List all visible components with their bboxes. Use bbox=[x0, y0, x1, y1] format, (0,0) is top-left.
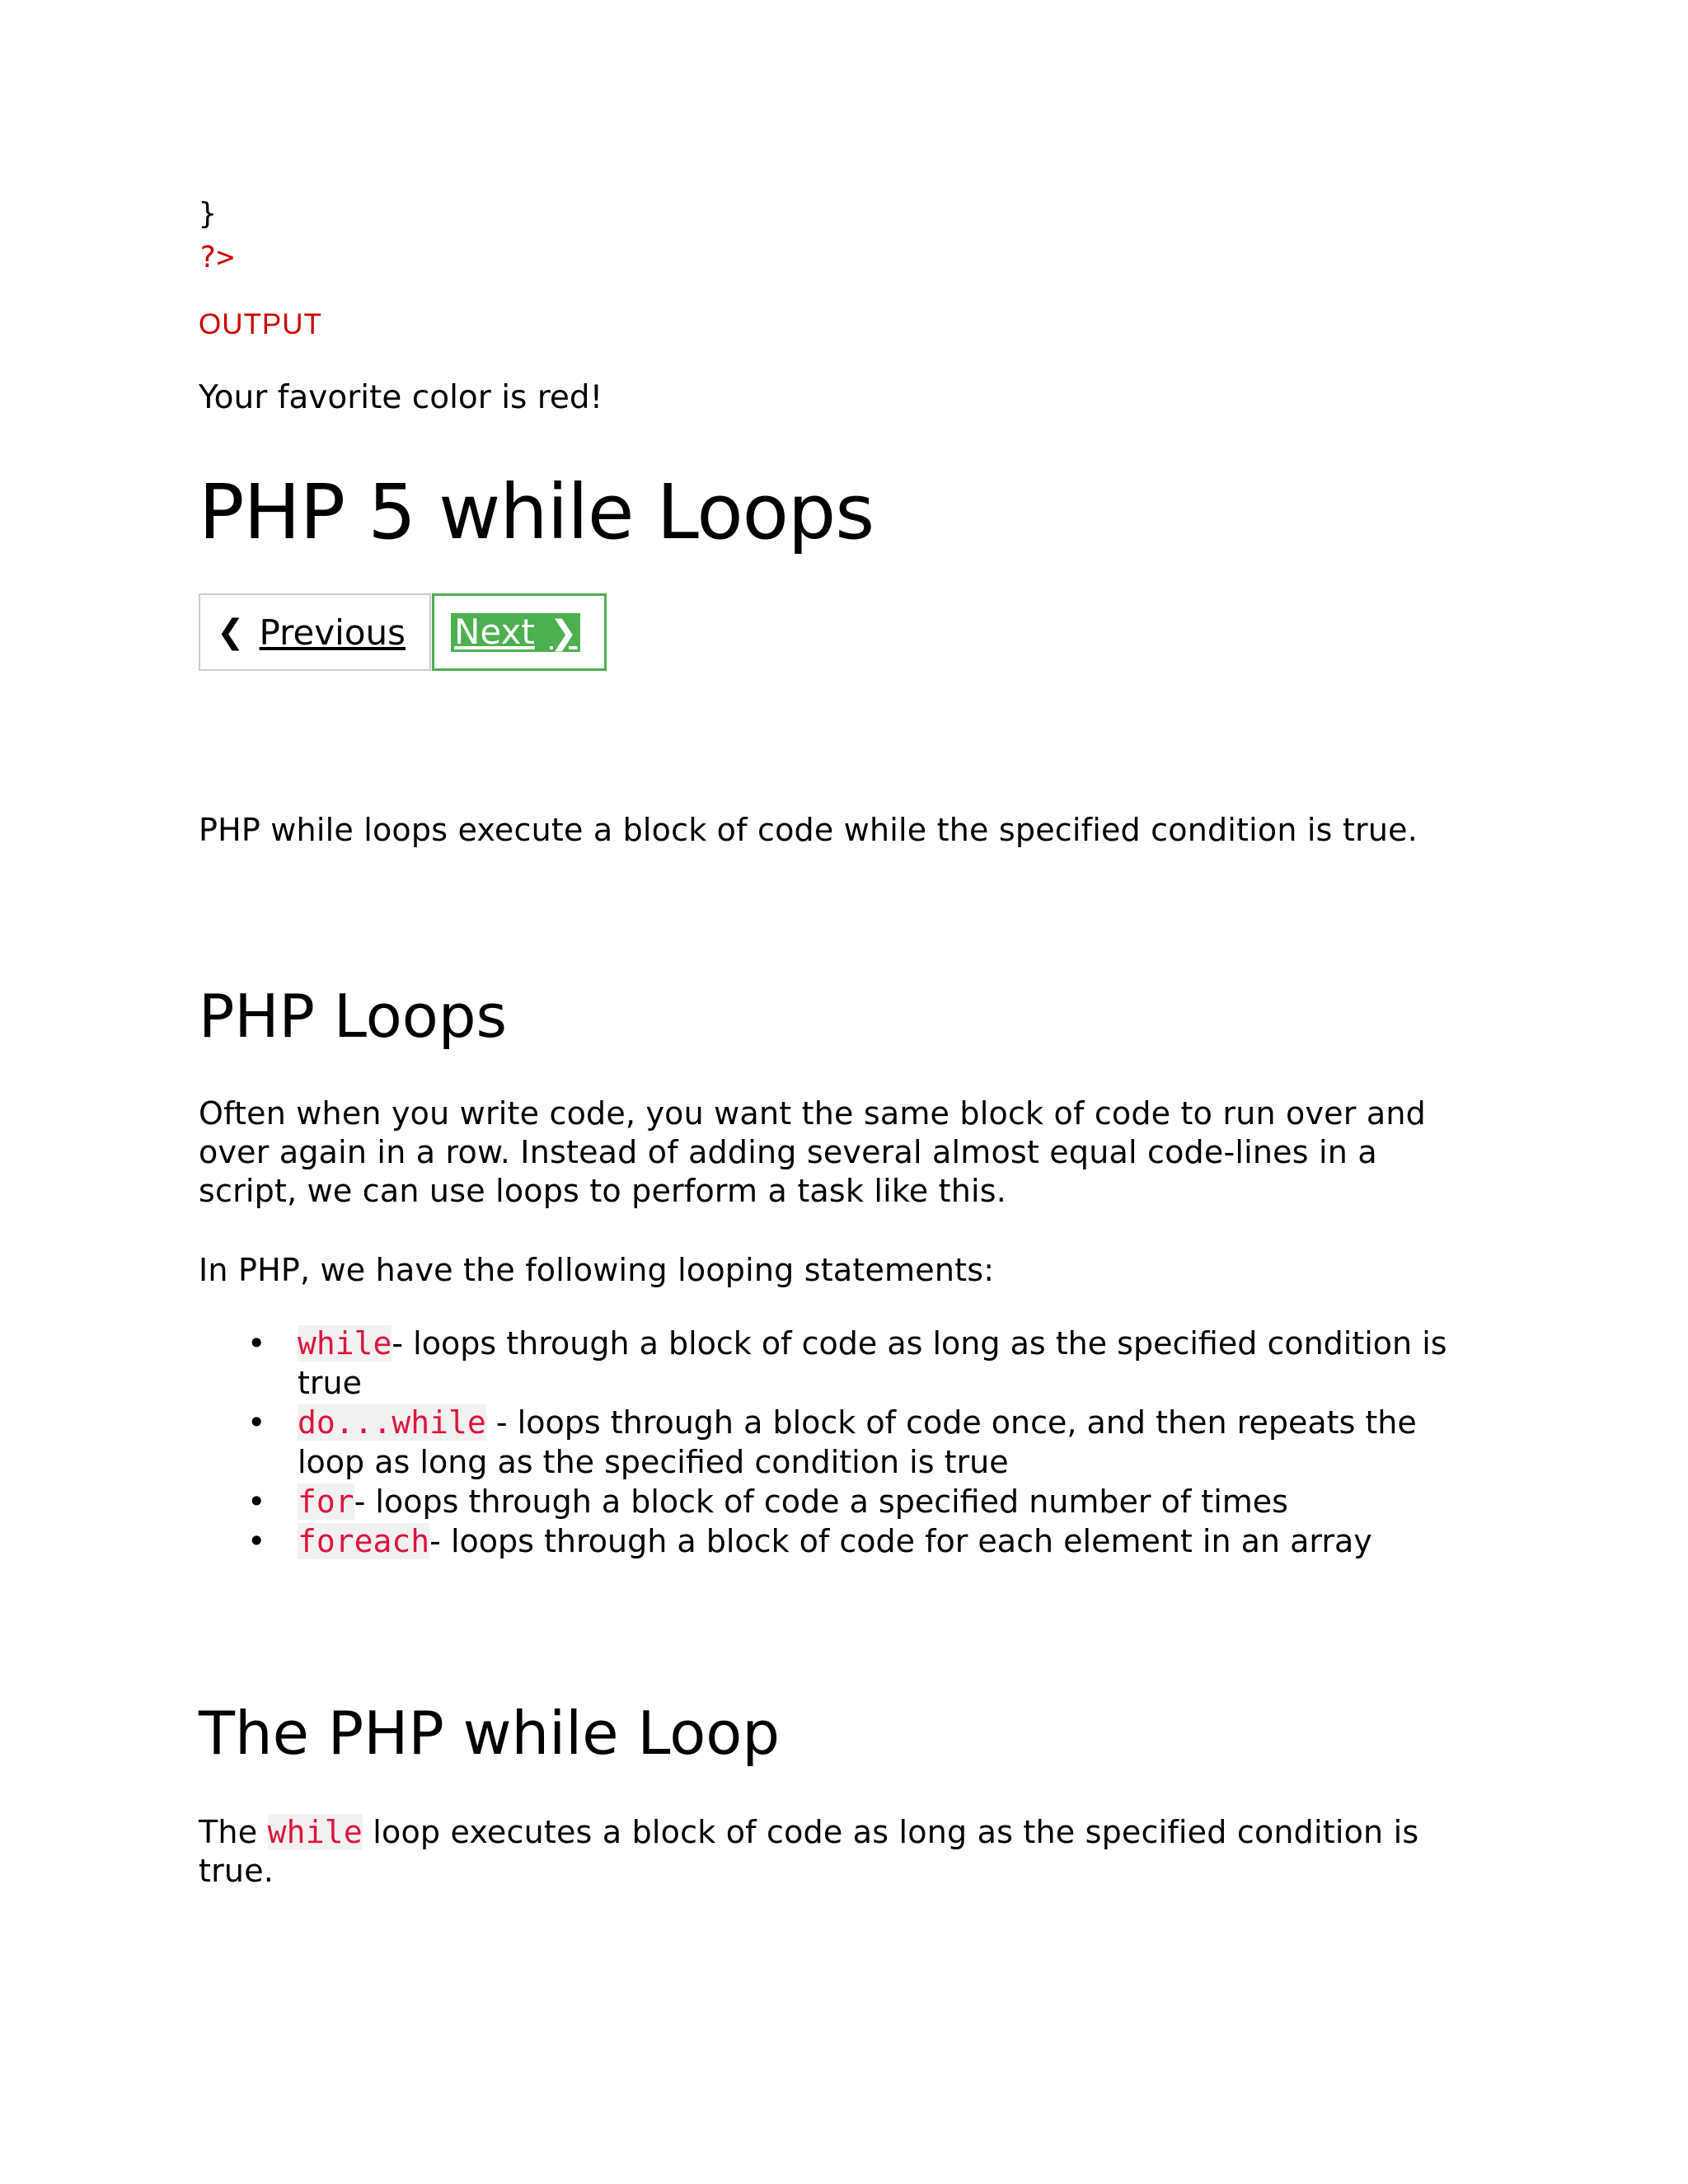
list-item-text: - loops through a block of code for each element in an array bbox=[429, 1523, 1372, 1559]
page-title: PHP 5 while Loops bbox=[199, 468, 874, 556]
looping-statements-intro: In PHP, we have the following looping statements: bbox=[199, 1252, 995, 1288]
list-item-text: - loops through a block of code as long as the specified condition is bbox=[392, 1325, 1447, 1361]
code-closing-brace: } bbox=[199, 197, 217, 231]
php-loops-heading: PHP Loops bbox=[199, 982, 508, 1051]
keyword-while: while bbox=[298, 1325, 392, 1361]
previous-button[interactable] bbox=[199, 593, 431, 671]
list-item-text: loop as long as the specified condition is true bbox=[298, 1444, 1009, 1480]
paragraph-line: over again in a row. Instead of adding several almost equal code-lines in a bbox=[199, 1134, 1377, 1170]
list-item bbox=[199, 1482, 1484, 1521]
list-item bbox=[199, 1403, 1484, 1482]
list-item bbox=[199, 1521, 1484, 1561]
chevron-left-icon: ❮ bbox=[217, 613, 245, 651]
list-item-text: - loops through a block of code a specified number of times bbox=[354, 1483, 1288, 1520]
paragraph-line: Often when you write code, you want the same block of code to run over and bbox=[199, 1095, 1426, 1132]
next-button[interactable] bbox=[432, 593, 607, 671]
previous-label: Previous bbox=[259, 612, 406, 653]
paragraph-line: true. bbox=[199, 1853, 274, 1889]
php-loops-paragraph bbox=[199, 1094, 1426, 1211]
output-text: Your favorite color is red! bbox=[199, 379, 603, 416]
intro-paragraph: PHP while loops execute a block of code while the specified condition is true. bbox=[199, 812, 1418, 848]
while-loop-heading: The PHP while Loop bbox=[199, 1699, 781, 1768]
code-php-end-tag: ?> bbox=[199, 241, 235, 274]
keyword-foreach: foreach bbox=[298, 1523, 430, 1559]
while-loop-paragraph bbox=[199, 1813, 1418, 1891]
keyword-while-inline: while bbox=[267, 1814, 363, 1850]
list-item bbox=[199, 1324, 1484, 1403]
chevron-right-icon: ❯ bbox=[549, 613, 578, 652]
output-label: OUTPUT bbox=[199, 308, 322, 340]
looping-statements-list bbox=[199, 1324, 1484, 1561]
paragraph-text: The bbox=[199, 1814, 268, 1850]
next-label-wrap bbox=[451, 613, 580, 652]
list-item-text: - loops through a block of code once, and then repeats the bbox=[485, 1404, 1417, 1441]
keyword-do-while: do...while bbox=[298, 1404, 486, 1441]
next-label: Next bbox=[454, 611, 535, 652]
paragraph-line: script, we can use loops to perform a task like this. bbox=[199, 1173, 1007, 1209]
keyword-for: for bbox=[298, 1483, 354, 1520]
paragraph-text: loop executes a block of code as long as the specified condition is bbox=[362, 1814, 1419, 1850]
list-item-text: true bbox=[298, 1365, 362, 1401]
